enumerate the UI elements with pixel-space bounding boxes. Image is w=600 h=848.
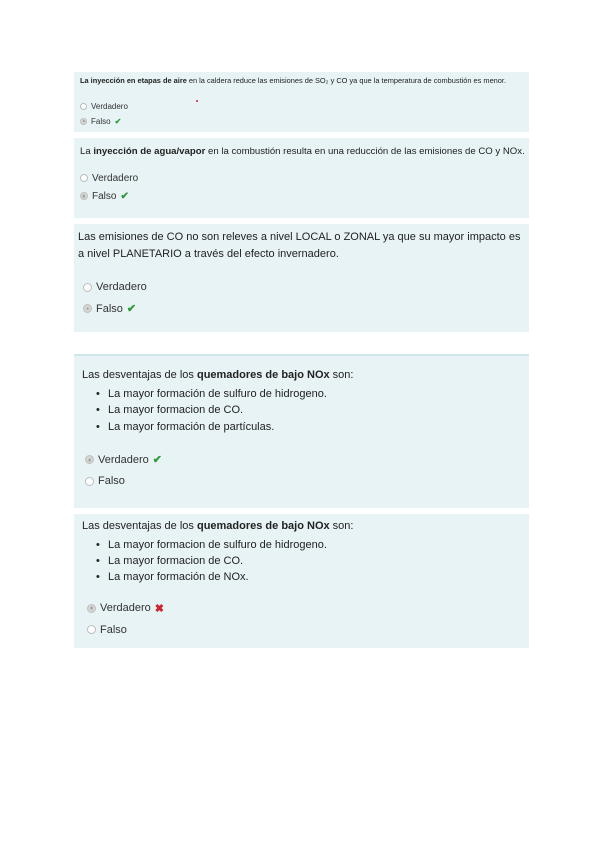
question-card-1 (74, 72, 529, 132)
correct-check-icon: ✔ (120, 190, 129, 202)
correct-check-icon: ✔ (152, 454, 162, 467)
list-item: • La mayor formación de NOx. (82, 569, 521, 585)
list-item: • La mayor formacion de sulfuro de hidrogeno. (82, 537, 521, 553)
option-verdadero[interactable]: Verdadero (80, 173, 523, 184)
correct-check-icon: ✔ (114, 116, 122, 126)
question-text: La inyección en etapas de aire en la caldera reduce las emisiones de SO₂ y CO ya que la temperatura de combustión es menor. (80, 76, 507, 85)
radio-falso[interactable] (80, 192, 88, 200)
radio-verdadero[interactable] (80, 174, 88, 182)
radio-falso[interactable] (85, 477, 94, 486)
option-verdadero[interactable]: Verdadero (78, 281, 525, 293)
option-falso[interactable]: Falso ✔ (78, 302, 525, 315)
option-verdadero[interactable]: Verdadero (80, 102, 523, 111)
question-text: Las emisiones de CO no son releves a nivel LOCAL o ZONAL ya que su mayor impacto es a nivel PLANETARIO a través del efecto invernadero. (78, 231, 521, 260)
radio-verdadero[interactable] (85, 455, 94, 464)
radio-falso[interactable] (83, 304, 92, 313)
question-text: Las desventajas de los quemadores de bajo NOx son: (82, 369, 354, 381)
option-falso[interactable]: Falso (82, 475, 521, 487)
question-card-4 (74, 354, 529, 508)
list-item: • La mayor formación de partículas. (82, 419, 521, 436)
question-text: Las desventajas de los quemadores de bajo NOx son: (82, 520, 354, 532)
incorrect-cross-icon: ✖ (154, 602, 164, 615)
radio-verdadero[interactable] (87, 604, 96, 613)
radio-verdadero[interactable] (83, 283, 92, 292)
question-card-2 (74, 138, 529, 218)
list-item: • La mayor formación de sulfuro de hidrogeno. (82, 386, 521, 403)
option-verdadero[interactable]: Verdadero ✖ (82, 602, 521, 615)
option-falso[interactable]: Falso ✔ (80, 191, 523, 202)
radio-falso[interactable] (87, 625, 96, 634)
option-verdadero[interactable]: Verdadero ✔ (82, 453, 521, 466)
list-item: • La mayor formacion de CO. (82, 553, 521, 569)
correct-check-icon: ✔ (126, 303, 137, 315)
bullet-list (82, 386, 521, 436)
bullet-list (82, 537, 521, 585)
question-card-5 (74, 514, 529, 648)
question-text: La inyección de agua/vapor en la combustión resulta en una reducción de las emisiones de CO y NOx. (80, 146, 525, 157)
red-dot-mark (196, 100, 198, 102)
list-item: • La mayor formacion de CO. (82, 402, 521, 419)
question-card-3 (74, 224, 529, 332)
radio-falso[interactable] (80, 118, 87, 125)
option-falso[interactable]: Falso (82, 624, 521, 636)
radio-verdadero[interactable] (80, 103, 87, 110)
option-falso[interactable]: Falso ✔ (80, 117, 523, 126)
